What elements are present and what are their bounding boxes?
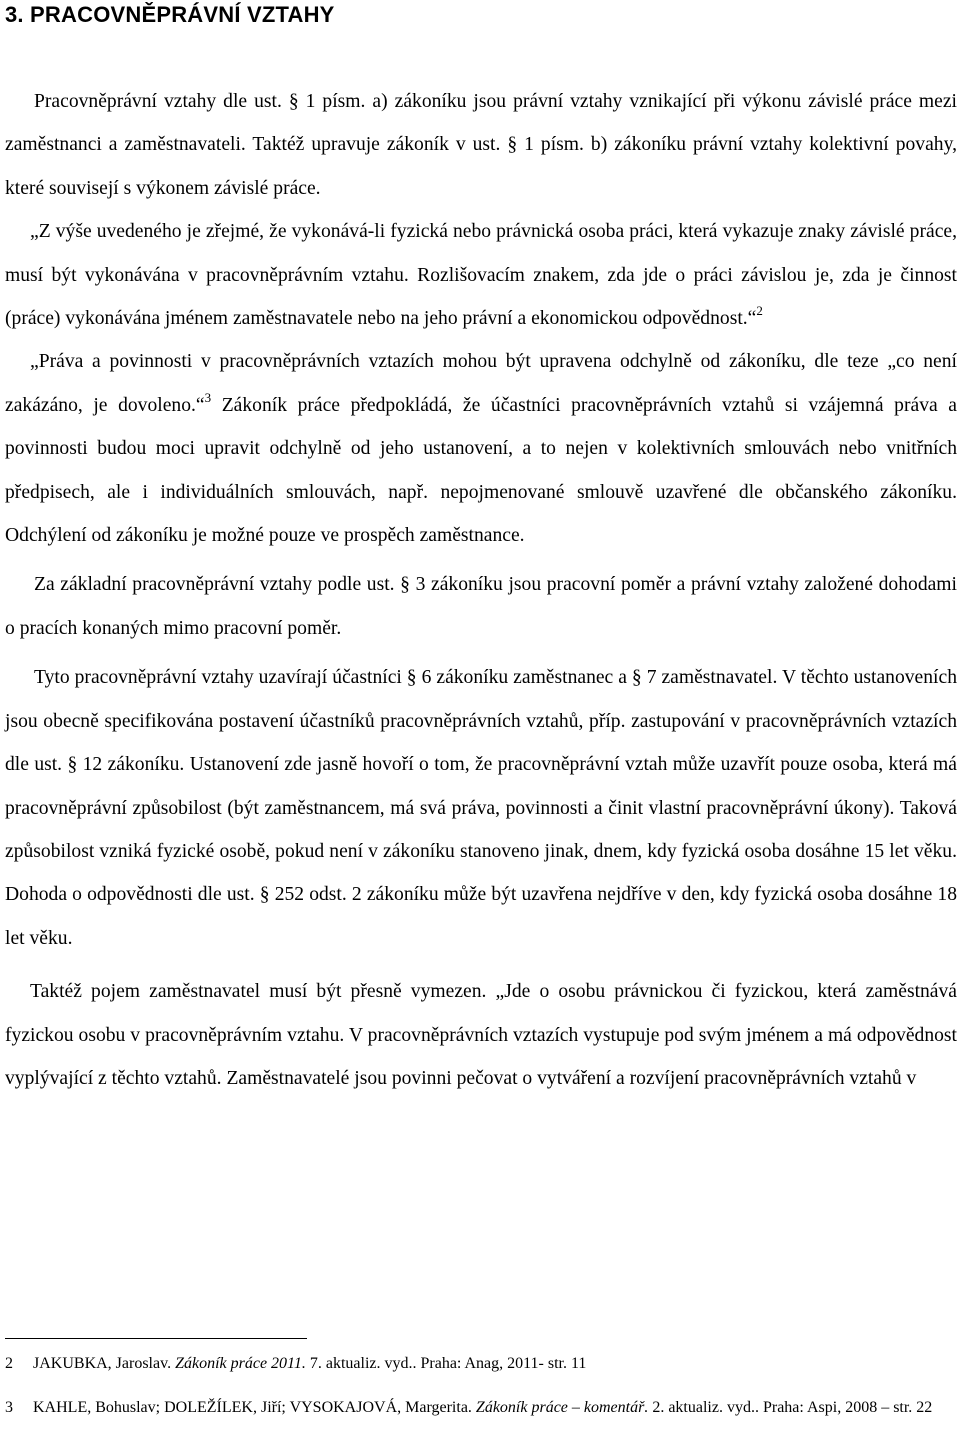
paragraph-participants: Tyto pracovněprávní vztahy uzavírají účastníci § 6 zákoníku zaměstnanec a § 7 zaměstnavatel. V těchto ustanoveních jsou obecně specifikována postavení účastníků pracovněprávních vztahů, příp. zastupování v pracovněprávních vztazích dle ust. § 12 zákoníku. Ustanovení zde jasně hovoří o tom, že pracovněprávní vztah může uzavřít pouze osoba, která má pracovněprávní způsobilost (být zaměstnancem, má svá práva, povinnosti a činit vlastní pracovněprávní úkony). Taková způsobilost vzniká fyzické osobě, pokud není v zákoníku stanoveno jinak, dnem, kdy fyzická osoba dosáhne 15 let věku. Dohoda o odpovědnosti dle ust. § 252 odst. 2 zákoníku může být uzavřena nejdříve v den, kdy fyzická osoba dosáhne 18 let věku.: [5, 667, 957, 949]
footnote-number: 2: [5, 1355, 13, 1372]
quote-text: „Z výše uvedeného je zřejmé, že vykonává-li fyzická nebo právnická osoba práci, která vykazuje znaky závislé práce, musí být vykonávána v pracovněprávním vztahu. Rozlišovacím znakem, zda jde o práci závislou je, zda je činnost (práce) vykonávána jménem zaměstnavatele nebo na jeho právní a ekonomickou odpovědnost.“: [5, 221, 957, 330]
footnote-number: 3: [5, 1399, 13, 1416]
paragraph-quote-dependent-work: [5, 210, 957, 340]
paragraph-text: Zákoník práce předpokládá, že účastníci pracovněprávních vztahů si vzájemná práva a povinnosti budou moci upravit odchylně od jeho ustanovení, a to nejen v kolektivních smlouvách nebo vnitřních předpisech, ale i individuálních smlouvách, např. nepojmenované smlouvě uzavřené dle občanského zákoníku. Odchýlení od zákoníku je možné pouze ve prospěch zaměstnance.: [5, 394, 957, 547]
footnote-author: KAHLE, Bohuslav; DOLEŽÍLEK, Jiří; VYSOKAJOVÁ, Margerita.: [33, 1399, 476, 1416]
paragraph-employer: Taktéž pojem zaměstnavatel musí být přesně vymezen. „Jde o osobu právnickou či fyzickou, která zaměstnává fyzickou osobu v pracovněprávním vztahu. V pracovněprávních vztazích vystupuje pod svým jménem a má odpovědnost vyplývající z těchto vztahů. Zaměstnavatelé jsou povinni pečovat o vytváření a rozvíjení pracovněprávních vztahů v: [5, 981, 957, 1089]
footnote-separator: [5, 1338, 307, 1339]
footnote-ref-3: 3: [204, 389, 212, 405]
footnote-3: [5, 1395, 957, 1421]
paragraph-basic-relations: Za základní pracovněprávní vztahy podle ust. § 3 zákoníku jsou pracovní poměr a právní vztahy založené dohodami o pracích konaných mimo pracovní poměr.: [5, 574, 957, 639]
footnote-author: JAKUBKA, Jaroslav.: [33, 1355, 176, 1372]
footnote-title: Zákoník práce – komentář.: [475, 1399, 649, 1416]
paragraph-deviation: [5, 340, 957, 557]
quote-text: „Práva a povinnosti v pracovněprávních vztazích mohou být upravena odchylně od zákoníku, dle teze „co není zakázáno, je dovoleno.“: [5, 351, 957, 416]
body-text: [5, 80, 957, 1100]
footnote-title: Zákoník práce 2011.: [175, 1355, 306, 1372]
footnote-2: [5, 1351, 957, 1377]
paragraph-intro: Pracovněprávní vztahy dle ust. § 1 písm. a) zákoníku jsou právní vztahy vznikající při výkonu závislé práce mezi zaměstnanci a zaměstnavateli. Taktéž upravuje zákoník v ust. § 1 písm. b) zákoníku právní vztahy kolektivní povahy, které souvisejí s výkonem závislé práce.: [5, 91, 957, 199]
section-heading: 3. PRACOVNĚPRÁVNÍ VZTAHY: [5, 2, 335, 27]
footnotes: [5, 1351, 957, 1421]
footnote-details: 7. aktualiz. vyd.. Praha: Anag, 2011- str. 11: [305, 1355, 587, 1372]
footnote-ref-2: 2: [756, 303, 763, 319]
footnote-details: 2. aktualiz. vyd.. Praha: Aspi, 2008 – str. 22: [648, 1399, 933, 1416]
